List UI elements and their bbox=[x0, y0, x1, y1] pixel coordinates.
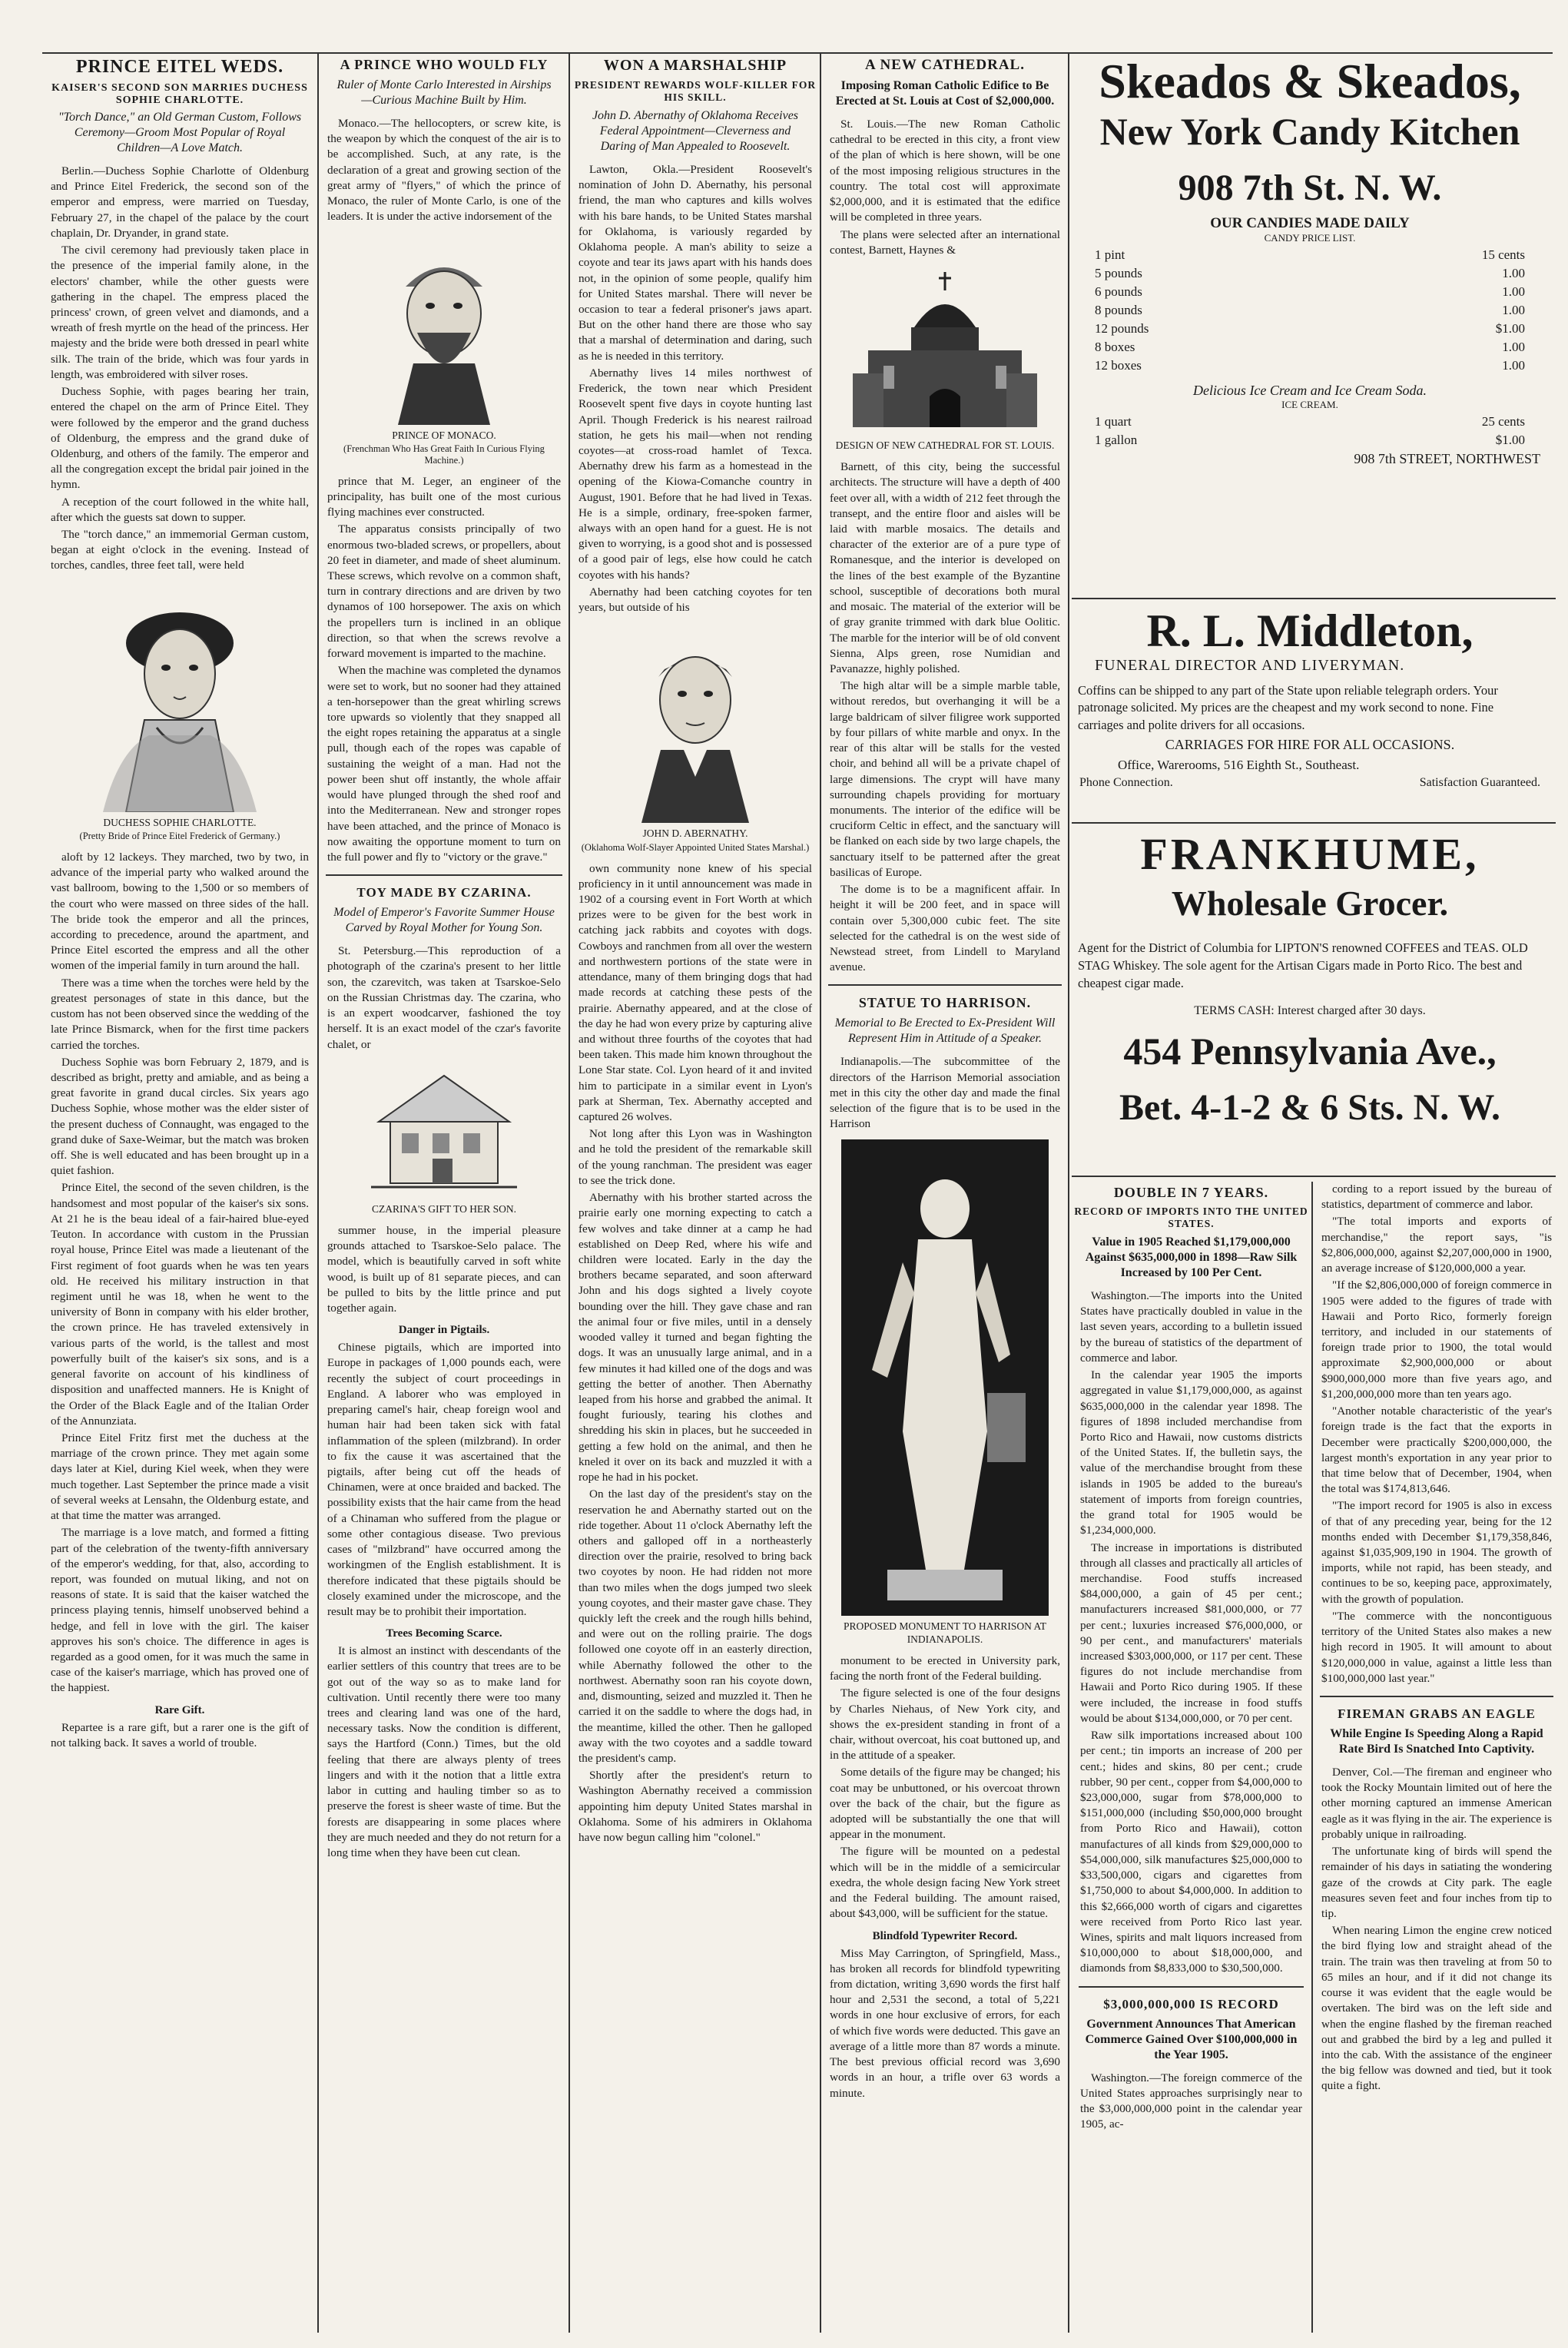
article-body bbox=[327, 944, 561, 1053]
paragraph: Lawton, Okla.—President Roosevelt's nomination of John D. Abernathy, his personal friend, the man who captures and kills wolves with his bare hands, to be United States marshal for Oklahoma, is variously regarded by Oklahoma people. A man's ability to seize a coyote and tear its jaws apart with his hands does not, in the opinion of some people, qualify him for United States marshal. There will never be occasion to tear a federal prisoner's jaws apart. But on the other hand there are those who say that a marshal of determination and daring, such as he is needed in this territory. bbox=[578, 163, 812, 363]
paragraph: Berlin.—Duchess Sophie Charlotte of Oldenburg and Prince Eitel Frederick, the second son of the emperor and empress, were married on Tuesday, February 27, in the chapel of the palace by the court chaplain, Dr. Dryander, in grand state. bbox=[51, 164, 309, 240]
article-body bbox=[830, 1054, 1060, 1132]
paragraph: The dome is to be a magnificent affair. In height it will be 200 feet, and in space will contain over 5,300,000 cubic feet. The site selected for the cathedral is on the west side of Newstead street, from Lindell to Maryland avenue. bbox=[830, 883, 1060, 974]
ad-ice-cream: Delicious Ice Cream and Ice Cream Soda. bbox=[1192, 383, 1427, 398]
article-body bbox=[1080, 2071, 1302, 2133]
price-row bbox=[1095, 340, 1525, 355]
paragraph: The unfortunate king of birds will spend the remainder of his days in satiating the wondering gaze of the crowds at City park. The eagle measures seven feet and four inches from tip to tip. bbox=[1321, 1845, 1552, 1920]
paragraph: own community none knew of his special proficiency in it until announcement was made in 1902 of a coursing event in Fort Worth at which prizes were to be given for the best work in catching jack rabbits and coyotes with dogs. Cowboys and ranchmen from all over the western and northwestern portions of the state were in attendance, many of them bringing dogs that had made records at catching these pests of the prairie. Abernathy appeared, and at the close of the day he had won every prize by capturing alive and without three fourths of the coyotes that had been taken. This made him known throughout the Lone Star state. Col. Lyon heard of it and invited him to participate in a similar event in Lyon's park at Sherman, Tex. Abernathy accepted and captured 26 wolves. bbox=[578, 861, 812, 1124]
paragraph: The increase in importations is distributed through all classes and practically all articles of merchandise. Food stuffs increased $84,000,000, a gain of 45 per cent.; manufacturers increased $81,000,000, or 77 per cent.; luxuries increased $76,000,000, or 90 per cent., and manufacturers' materials increased $303,000,000, or 117 per cent. These figures do not include merchandise from Hawaii and Porto Rico during 1905. If these were included, the increase in food stuffs would be about $134,000,000, or 70 per cent. bbox=[1080, 1540, 1302, 1725]
paragraph: Washington.—The imports into the United States have practically doubled in value in the last seven years, according to a bulletin issued by the bureau of statistics of the department of commerce and labor. bbox=[1080, 1289, 1302, 1365]
filler-body: Repartee is a rare gift, but a rarer one is the gift of not talking back. It saves a world of trouble. bbox=[51, 1720, 309, 1749]
ad-address: 454 Pennsylvania Ave., bbox=[1123, 1030, 1497, 1073]
paragraph: prince that M. Leger, an engineer of the principality, has built one of the most curious flying machines ever constructed. bbox=[327, 474, 561, 519]
filler-body: Chinese pigtails, which are imported into Europe in packages of 1,000 pounds each, were recently the subject of court proceedings in England. A laborer who was employed in preparing camel's hair, cheap foreign wool and human hair had been taken sick with fatal inflammation of the spleen (milzbrand). In order to fix the cause it was ascertained that the pigtails, after being cut off the heads of Chinamen, were at once braided and backed. The possibility exists that the hair came from the head of a Chinaman who suffered from the plague or some other contagious disease. Two previous cases of "milzbrand" have occurred among the workingmen of the English establishment. It is therefore indicated that these pigtails should be closely examined under the microscope, and the result may be to prohibit their importation. bbox=[327, 1341, 561, 1618]
cathedral-design-image bbox=[837, 266, 1053, 435]
paragraph: "The import record for 1905 is also in excess of that of any preceding year, being for the 12 months ended with December $1,179,358,846, against $1,035,909,190 in 1904. The growth of imports, while not rapid, has been steady, and continues to be so, keeping pace, approximately, with the growth of population. bbox=[1321, 1499, 1552, 1606]
article-body-continued bbox=[830, 1653, 1060, 1922]
price-item: 1 gallon bbox=[1095, 433, 1138, 447]
ad-subtitle: Wholesale Grocer. bbox=[1171, 883, 1449, 923]
ad-frankhume bbox=[1072, 831, 1548, 1129]
paragraph: "The total imports and exports of merchandise," the report says, "is $2,806,000,000, against $2,207,000,000 in 1900, an average increase of $120,000,000 a year. bbox=[1321, 1215, 1552, 1275]
divider bbox=[828, 984, 1062, 986]
duchess-portrait-image bbox=[72, 582, 287, 812]
figure-subcaption: (Oklahoma Wolf-Slayer Appointed United States Marshal.) bbox=[581, 841, 810, 853]
figure-caption: JOHN D. ABERNATHY. bbox=[642, 827, 748, 840]
divider bbox=[1320, 1696, 1553, 1697]
paragraph: The civil ceremony had previously taken place in the presence of the imperial family alone, in the electors' chamber, while the other guests were gathering in the chapel. The empress placed the princess' crown, of green velvet and diamonds, and a wreath of fresh myrtle on the head of the princess. Her majesty and the bride were both dressed in pearl white silk. The train of the bride, which was four yards in length, was embroidered with silver roses. bbox=[51, 244, 309, 381]
paragraph: On the last day of the president's stay on the reservation he and Abernathy started out on the ride together. About 11 o'clock Abernathy left the others and galloped off in a northeasterly direction over the prairie, resolved to bring back two coyotes by noon. He had ridden not more than two miles when the dogs jumped two sleek young coyotes, and their master gave chase. They quickly left the creek and the rough hills behind, and were out on the rolling prairie. The dogs followed one coyote off in an easterly direction, while Abernathy followed the other to the northwest. Abernathy soon ran his coyote down, and, dismounting, seized and muzzled it. Then he carried it on the saddle to where the dogs had, in the meantime, killed the other. Then he galloped away with the two coyotes and a saddle toward the president's camp. bbox=[578, 1487, 812, 1765]
article-deck: Model of Emperor's Favorite Summer House Carved by Royal Mother for Young Son. bbox=[333, 906, 555, 935]
article-body-continued bbox=[1321, 1182, 1552, 1686]
paragraph: Some details of the figure may be changed; his coat may be unbuttoned, or his overcoat thrown over the back of the chair, but the figure as adopted will be substantially the one that will appear in the monument. bbox=[830, 1766, 1060, 1842]
ad-carriages: CARRIAGES FOR HIRE FOR ALL OCCASIONS. bbox=[1165, 736, 1455, 752]
article-title: PRINCE EITEL WEDS. bbox=[75, 57, 284, 77]
ad-terms: TERMS CASH: Interest charged after 30 days. bbox=[1194, 1004, 1426, 1018]
ad-ice-heading: ICE CREAM. bbox=[1281, 399, 1338, 410]
paragraph: A reception of the court followed in the white hall, after which the guests sat down to supper. bbox=[51, 495, 309, 524]
column-rule bbox=[569, 54, 570, 2333]
article-body-continued bbox=[51, 850, 309, 1696]
article-body bbox=[1321, 1765, 1552, 2094]
article-subtitle: RECORD OF IMPORTS INTO THE UNITED STATES. bbox=[1074, 1206, 1308, 1229]
price-row bbox=[1095, 433, 1525, 448]
column-new-cathedral bbox=[824, 54, 1066, 2333]
article-subtitle: KAISER'S SECOND SON MARRIES DUCHESS SOPHIE CHARLOTTE. bbox=[51, 82, 308, 106]
paragraph: "Another notable characteristic of the year's foreign trade is the fact that the exports in December were practically $200,000,000, the largest month's exportation in any year prior to that time below that of December, 1904, when the total was $174,813,646. bbox=[1321, 1404, 1552, 1496]
ad-subtitle: FUNERAL DIRECTOR AND LIVERYMAN. bbox=[1095, 657, 1405, 674]
article-deck: Imposing Roman Catholic Edifice to Be Erected at St. Louis at Cost of $2,000,000. bbox=[835, 79, 1055, 108]
paragraph: The apparatus consists principally of two enormous two-bladed screws, or propellers, about 20 feet in diameter, and made of sheet aluminum. These screws, which revolve on a common shaft, turn in contrary directions and are driven by two dynamos of 100 horsepower. The axis on which the propellers turn is inclined in an oblique direction, so that when the screws revolve a forward movement is imparted to the machine. bbox=[327, 522, 561, 661]
price-row bbox=[1095, 266, 1525, 281]
ad-address: 908 7th St. N. W. bbox=[1178, 167, 1442, 208]
article-deck: While Engine Is Speeding Along a Rapid Rate Bird Is Snatched Into Captivity. bbox=[1330, 1727, 1543, 1756]
paragraph: Monaco.—The hellocopters, or screw kite, is the weapon by which the conquest of the air is to be accomplished. Such, at any rate, is the declaration of a great and growing section of the great army of "flyers," of which the prince of Monaco, the ruler of Monte Carlo, is one of the leaders. It is under the active indorsement of the bbox=[327, 117, 561, 224]
ad-phone: Phone Connection. bbox=[1079, 775, 1173, 789]
price-list bbox=[1072, 247, 1548, 373]
ad-price-list-title: CANDY PRICE LIST. bbox=[1264, 232, 1356, 244]
price-item: 5 pounds bbox=[1095, 266, 1142, 280]
article-title: FIREMAN GRABS AN EAGLE bbox=[1338, 1706, 1536, 1721]
price-item: 6 pounds bbox=[1095, 284, 1142, 299]
filler-heading: Blindfold Typewriter Record. bbox=[872, 1929, 1018, 1942]
article-deck: Value in 1905 Reached $1,179,000,000 Against $635,000,000 in 1898—Raw Silk Increased by 100 Per Cent. bbox=[1085, 1235, 1298, 1279]
figure-caption: PROPOSED MONUMENT TO HARRISON AT INDIANAPOLIS. bbox=[843, 1620, 1047, 1645]
article-title: STATUE TO HARRISON. bbox=[858, 995, 1032, 1011]
figure-subcaption: (Pretty Bride of Prince Eitel Frederick of Germany.) bbox=[79, 830, 280, 841]
ad-text: Coffins can be shipped to any part of the State upon reliable telegraph orders. Your patronage solicited. My prices are the cheapest and my work second to none. Fine carriages and polite drivers for all occasions. bbox=[1078, 683, 1498, 732]
paragraph: St. Louis.—The new Roman Catholic cathedral to be erected in this city, a front view of the plan of which is here shown, will be one of the most imposing religious structures in the country. The total cost will approximate $2,000,000, and it is estimated that the edifice will be completed in three years. bbox=[830, 118, 1060, 224]
paragraph: Raw silk importations increased about 100 per cent.; tin imports an increase of 200 per cent.; hides and skins, 80 per cent.; crude rubber, 90 per cent., copper from $4,000,000 to $23,000,000, sugar from $78,000,000 to $151,000,000 (including $50,000,000 brought from Porto Rico and Hawaii), cotton manufactures of all kinds from $29,000,000 to $54,000,000, silk manufactures $25,000,000 to $33,500,000, cigars and cigarettes from $1,750,000 to about $4,000,000. In addition to this $2,666,000 worth of cigars and cigarettes were received from Porto Rico last year. Wines, spirits and malt liquors increased from $10,000,000 to about $18,000,000, and diamonds from $8,833,000 to $30,500,000. bbox=[1080, 1729, 1302, 1975]
article-title: TOY MADE BY CZARINA. bbox=[356, 885, 532, 900]
ad-subtitle: OUR CANDIES MADE DAILY bbox=[1210, 215, 1410, 231]
paragraph: There was a time when the torches were held by the greatest personages of state in this dance, but the custom has not been observed since the wedding of the late Prince Bismarck, when for the first time packers carried the torches. bbox=[51, 976, 309, 1052]
paragraph: cording to a report issued by the bureau of statistics, department of commerce and labor. bbox=[1321, 1182, 1552, 1212]
column-rule bbox=[1311, 1182, 1313, 2333]
paragraph: Prince Eitel Fritz first met the duchess at the marriage of the crown prince. They met again some days later at Kiel, during Kiel week, when they were much together. Last September the prince made a visit of several weeks at Lensahn, the Oldenburg estate, and at that time the matter was arranged. bbox=[51, 1431, 309, 1523]
article-title: $3,000,000,000 IS RECORD bbox=[1103, 1996, 1279, 2011]
paragraph: Duchess Sophie was born February 2, 1879, and is described as bright, pretty and amiable, and as being a great favorite in grand ducal circles. Six years ago Duchess Sophie, whose mother was the elder sister of the present duchess of Connaught, was engaged to the grand duke of Saxe-Weimar, but the match was broken off. She is well educated and has been brought up in a quiet fashion. bbox=[51, 1055, 309, 1178]
figure-caption: CZARINA'S GIFT TO HER SON. bbox=[371, 1202, 517, 1215]
filler-body: Miss May Carrington, of Springfield, Mass., has broken all records for blindfold typewriting from dictation, writing 3,690 words the first half hour and 2,531 the second, a total of 5,221 words in one hour exclusive of errors, for each of which five words were deducted. This gave an average of a little more than 87 words a minute. The best previous official record was 3,690 words in an hour, a trifle over 63 words a minute. bbox=[830, 1946, 1060, 2100]
ad-name: FRANKHUME, bbox=[1140, 829, 1480, 879]
paragraph: Washington.—The foreign commerce of the United States approaches surprisingly near to the $3,000,000,000 point in the calendar year 1905, ac- bbox=[1080, 2071, 1302, 2131]
price-row bbox=[1095, 303, 1525, 318]
paragraph: Denver, Col.—The fireman and engineer who took the Rocky Mountain limited out of here the other morning captured an immense American eagle as it was flying in the air. The experience is probably unique in railroading. bbox=[1321, 1766, 1552, 1841]
divider bbox=[1072, 1176, 1556, 1177]
paragraph: Abernathy lives 14 miles northwest of Frederick, the town near which President Roosevelt spent five days in coyote hunting last April. Though Frederick is his nearest railroad station, he gets his mail—when not rending coyotes—at cross-road hamlet of Texca. Abernathy drew his farm as a homestead in the opening of the Kiowa-Comanche country in August, 1901. Before that he had lived in Texas. He is a simple, ordinary, free-spoken farmer, always with an open hand for a guest. He is not given to worrying, is a good shot and is possessed of a good pair of legs, else how could he catch coyotes with his hands? bbox=[578, 366, 812, 582]
article-title: DOUBLE IN 7 YEARS. bbox=[1113, 1185, 1269, 1200]
column-prince-who-would-fly bbox=[321, 54, 567, 2333]
article-deck: Ruler of Monte Carlo Interested in Airships—Curious Machine Built by Him. bbox=[336, 78, 552, 107]
filler-heading: Danger in Pigtails. bbox=[398, 1324, 490, 1337]
article-body bbox=[830, 117, 1060, 258]
article-deck: "Torch Dance," an Old German Custom, Follows Ceremony—Groom Most Popular of Royal Children—A Love Match. bbox=[58, 111, 302, 154]
paragraph: Abernathy with his brother started across the prairie early one morning expecting to catch a few wolves and take dinner at a camp he had established on Deep Red, where his wife and children were located. Early in the day the brothers became separated, and soon afterward John and his dogs sighted a lively coyote bounding over the hill. They gave chase and ran the animal four or five miles, until in a densely wooded valley it turned and began fighting the dogs. It was an unusually large animal, and in a few minutes it had killed one of the dogs and was getting the better of another. Then Abernathy leaped from his horse and grabbed the animal. It fought furiously, tearing his clothes and shredding his skin in places, but he succeeded in getting a few hold on the animal, and then he kneled it over on its back and muzzled it with a rope he had in his pocket. bbox=[578, 1191, 812, 1484]
article-body bbox=[327, 116, 561, 225]
price-value: 1.00 bbox=[1502, 358, 1525, 373]
article-body bbox=[1080, 1288, 1302, 1977]
paragraph: The marriage is a love match, and formed a fitting part of the celebration of the twenty-fifth anniversary of the emperor's wedding, for that, also, according to report, was founded on mutual liking, and not on reasons of state. It is said that the kaiser watched the princess playing tennis, himself unobserved behind a hedge, and fell in love with the girl. The kaiser approves his son's choice. The difference in ages is regarded as a good omen, for it was much the same in case of the kaiser's marriage, which has proved one of the happiest. bbox=[51, 1526, 309, 1695]
article-title: A PRINCE WHO WOULD FLY bbox=[340, 57, 549, 72]
paragraph: The figure will be mounted on a pedestal which will be in the middle of a semicircular exedra, the whole design facing New York street and the Federal building. The amount raised, about $43,000, will be sufficient for the statue. bbox=[830, 1845, 1060, 1921]
figure-subcaption: (Frenchman Who Has Great Faith In Curious Flying Machine.) bbox=[343, 443, 545, 466]
paragraph: The plans were selected after an international contest, Barnett, Haynes & bbox=[830, 227, 1060, 257]
paragraph: Indianapolis.—The subcommittee of the directors of the Harrison Memorial association met in this city the other day and made the final selection of the figure that is to be used in the Harrison bbox=[830, 1055, 1060, 1131]
paragraph: When the machine was completed the dynamos were set to work, but no sooner had they attained a ten-horsepower than the great whirling screws tore upwards so violently that they snapped all the eight ropes retaining the apparatus at a single pull, though each of the ropes was capable of sustaining the weight of a man. Had not the power been shut off instantly, the whole affair would have plunged through the shed roof and into the Mediterranean. New and stronger ropes have been attached, and the prince of Monaco is now awaiting the opportune moment to turn on the full power and fly to "victory or the grave." bbox=[327, 664, 561, 864]
article-title: WON A MARSHALSHIP bbox=[603, 57, 787, 74]
filler-body: It is almost an instinct with descendants of the earlier settlers of this country that trees are to be got out of the way so as to make land for cultivation. Until recently there were too many trees and clearing land was one of the hard, necessary tasks. Now the condition is different, says the Hartford (Conn.) Times, but the old feeling that there are always plenty of trees lingers and with it the notion that a little extra labor in cutting and hauling timber so as to preserve the forest is sheer waste of time. But the forests are disappearing in some places where they are much needed and they do not return for a long time when they have been cut clean. bbox=[327, 1644, 561, 1859]
figure-caption: DESIGN OF NEW CATHEDRAL FOR ST. LOUIS. bbox=[835, 439, 1055, 451]
ad-name: R. L. Middleton, bbox=[1146, 605, 1474, 656]
paragraph: monument to be erected in University park, facing the north front of the Federal building. bbox=[830, 1653, 1060, 1683]
czarina-chalet-model-image bbox=[356, 1060, 532, 1199]
ad-text: Agent for the District of Columbia for LIPTON'S renowned COFFEES and TEAS. OLD STAG Whiskey. The sole agent for the Artisan Cigars made in Porto Rico. The best and cheapest cigar made. bbox=[1078, 940, 1528, 991]
price-item: 1 quart bbox=[1095, 414, 1132, 429]
column-continued bbox=[1315, 1182, 1558, 2333]
article-body-continued bbox=[578, 861, 812, 1846]
paragraph: In the calendar year 1905 the imports aggregated in value $1,179,000,000, as against $635,000,000 in the calendar year 1898. The figures of 1898 included merchandise from Porto Rico and Hawaii, now customs districts of the United States. If, the bulletin says, the value of the merchandise brought from these islands in 1905 be added to the bureau's statement of imports from foreign countries, the grand total for 1905 would be $1,234,000,000. bbox=[1080, 1368, 1302, 1537]
article-body bbox=[578, 162, 812, 615]
paragraph: Abernathy had been catching coyotes for ten years, but outside of his bbox=[578, 585, 812, 615]
column-double-in-7-years bbox=[1074, 1182, 1308, 2333]
price-value: 1.00 bbox=[1502, 340, 1525, 354]
ad-kitchen: New York Candy Kitchen bbox=[1099, 110, 1520, 153]
ad-between: Bet. 4-1-2 & 6 Sts. N. W. bbox=[1119, 1087, 1500, 1129]
price-value: $1.00 bbox=[1495, 321, 1525, 336]
paragraph: The high altar will be a simple marble table, without reredos, but overhanging it will be a large baldricam of silver filigree work supported by four pillars of white marble and onyx. In the rear of this altar will be stalls for the vested choir, and behind all will be a private chapel of large dimensions. The crypt will have many surrounding chapels providing for mortuary monuments. The interior of the edifice will be cruciform Celtic in effect, and the sanctuary will be flanked on each side by two large chapels, the sanctuary itself to be patterned after the great basilicas of Europe. bbox=[830, 679, 1060, 879]
price-item: 1 pint bbox=[1095, 247, 1125, 262]
price-item: 8 boxes bbox=[1095, 340, 1135, 354]
article-body-continued bbox=[830, 459, 1060, 975]
ad-guarantee: Satisfaction Guaranteed. bbox=[1419, 775, 1540, 789]
paragraph: "The commerce with the noncontiguous territory of the United States also makes a new high record in 1905. It will amount to about $120,000,000 in value, against a little less than $100,000,000 last year." bbox=[1321, 1609, 1552, 1685]
price-value: 15 cents bbox=[1481, 247, 1525, 262]
ad-skeados-candy bbox=[1072, 54, 1548, 467]
ad-name: Skeados & Skeados, bbox=[1099, 54, 1521, 108]
price-item: 12 boxes bbox=[1095, 358, 1142, 373]
price-row bbox=[1095, 247, 1525, 263]
price-value: 1.00 bbox=[1502, 303, 1525, 317]
paragraph: Barnett, of this city, being the successful architects. The structure will have a depth of 400 feet over all, with a width of 212 feet through the transept, and the entire floor and aisles will be laid with marble mosaics. The details and character of the exterior are of a pure type of Romanesque, and the interior is developed on the lines of the best example of the Byzantine school, susceptible of decorations both mural and mosaic. The material of the exterior will be of gray granite trimmed with dark blue Oolitic. The marble for the interior will be of old convent Sienna, Alps green, rose Numidian and Pavanazze, highly polished. bbox=[830, 460, 1060, 675]
column-prince-eitel bbox=[45, 54, 315, 2333]
article-deck: John D. Abernathy of Oklahoma Receives Federal Appointment—Cleverness and Daring of Man Appealed to Roosevelt. bbox=[592, 109, 799, 153]
harrison-statue-image bbox=[841, 1139, 1049, 1616]
ad-footer: 908 7th STREET, NORTHWEST bbox=[1354, 451, 1540, 466]
divider bbox=[326, 874, 562, 876]
price-row bbox=[1095, 284, 1525, 300]
price-value: 1.00 bbox=[1502, 284, 1525, 299]
article-deck: Memorial to Be Erected to Ex-President Will Represent Him in Attitude of a Speaker. bbox=[834, 1016, 1056, 1046]
paragraph: summer house, in the imperial pleasure grounds attached to Tsarskoe-Selo palace. The model, which is beautifully carved in soft white wood, is built up of 81 separate pieces, and can be pulled to bits by the little prince and put together again. bbox=[327, 1223, 561, 1315]
ad-footer-row bbox=[1079, 776, 1540, 790]
filler-heading: Rare Gift. bbox=[154, 1703, 205, 1716]
paragraph: When nearing Limon the engine crew noticed the bird flying low and straight ahead of the train. The train was then traveling at from 50 to 65 miles an hour, and if it did not change its course it was evident that the eagle would be overtaken. The bird was on the left side and when the engine flashed by the fireman reached out and grabbed the bird by a leg and pulled it into the cab. With the assistance of the engineer the big fellow was downed and tied, but it took quite a fight. bbox=[1321, 1924, 1552, 2093]
paragraph: The "torch dance," an immemorial German custom, began at eight o'clock in the evening. Instead of torches, candles, three feet tall, were held bbox=[51, 528, 309, 572]
column-rule bbox=[317, 54, 319, 2333]
column-rule bbox=[1068, 54, 1069, 2333]
divider bbox=[1079, 1986, 1304, 1988]
article-body-continued bbox=[327, 474, 561, 865]
divider bbox=[1072, 598, 1556, 599]
price-value: 25 cents bbox=[1481, 414, 1525, 429]
price-row bbox=[1095, 414, 1525, 429]
divider bbox=[1072, 822, 1556, 824]
prince-of-monaco-portrait-image bbox=[352, 233, 536, 425]
article-body bbox=[51, 164, 309, 574]
article-subtitle: PRESIDENT REWARDS WOLF-KILLER FOR HIS SKILL. bbox=[574, 79, 817, 103]
paragraph: Duchess Sophie, with pages bearing her train, entered the chapel on the arm of Prince Eitel. They were followed by the emperor and the grand duchess of Oldenburg, the empress and the grand duke of Oldenburg, and others of the family. The emperor and all the congregation except the bridal pair joined in the hymn. bbox=[51, 385, 309, 492]
price-item: 12 pounds bbox=[1095, 321, 1149, 336]
paragraph: The figure selected is one of the four designs by Charles Niehaus, of New York city, and shows the ex-president standing in front of a chair, without overcoat, his coat buttoned up, and in the attitude of a speaker. bbox=[830, 1686, 1060, 1763]
paragraph: "If the $2,806,000,000 of foreign commerce in 1905 were added to the figures of trade with Hawaii and Porto Rico, formerly foreign territory, and included in our statements of foreign trade prior to 1900, the total would approximate $2,900,000,000 or about $900,000,000 more than five years ago, and $1,200,000,000 more than ten years ago. bbox=[1321, 1278, 1552, 1401]
paragraph: Shortly after the president's return to Washington Abernathy received a commission appointing him deputy United States marshal in Oklahoma. Some of his admirers in Oklahoma have now begun calling him "colonel." bbox=[578, 1769, 812, 1845]
paragraph: Not long after this Lyon was in Washington and he told the president of the remarkable skill of the young ranchman. The president was eager to see the trick done. bbox=[578, 1127, 812, 1187]
price-item: 8 pounds bbox=[1095, 303, 1142, 317]
article-deck: Government Announces That American Commerce Gained Over $100,000,000 in the Year 1905. bbox=[1085, 2017, 1298, 2061]
article-title: A NEW CATHEDRAL. bbox=[865, 57, 1025, 73]
filler-heading: Trees Becoming Scarce. bbox=[386, 1627, 502, 1640]
column-won-a-marshalship bbox=[572, 54, 818, 2333]
price-value: $1.00 bbox=[1495, 433, 1525, 447]
ad-office: Office, Warerooms, 516 Eighth St., Southeast. bbox=[1118, 757, 1360, 772]
figure-caption: PRINCE OF MONACO. bbox=[392, 429, 496, 441]
price-row bbox=[1095, 358, 1525, 373]
price-row bbox=[1095, 321, 1525, 337]
price-value: 1.00 bbox=[1502, 266, 1525, 280]
paragraph: St. Petersburg.—This reproduction of a photograph of the czarina's present to her little son, the czarevitch, was taken at Tsarskoe-Selo on the Russian Christmas day. The czarina, who is an expert woodcarver, fashioned the toy herself. It is an exact model of the czar's favorite chalet, or bbox=[327, 944, 561, 1051]
paragraph: aloft by 12 lackeys. They marched, two by two, in advance of the imperial party who walked around the vast ballroom, bowing to the 1,500 or so members of the court who were massed on three sides of the hall. The bride took the emperor and all the princes, according to precedence, around the apartment, and Prince Eitel escorted the empress and all the other women of the imperial family in turn around the hall. bbox=[51, 850, 309, 973]
column-rule bbox=[820, 54, 821, 2333]
paragraph: Prince Eitel, the second of the seven children, is the handsomest and most popular of the kaiser's six sons. At 21 he is the beau ideal of a fair-haired blue-eyed Teuton. In accordance with custom in the Prussian royal house, Prince Eitel was made a lieutenant of the First regiment of foot guards when he was ten years old. He received his military instruction in that regiment until he was 18, when he went to the university of Bonn in company with his elder brother, the crown prince. He has traveled extensively in various parts of the world, is the tallest and most powerfully built of the kaiser's six sons, and is a general favorite on account of his kindliness of disposition and unaffected manners. He is Knight of the Order of the Black Eagle and of the Italian Order of the Annunziata. bbox=[51, 1181, 309, 1428]
ad-middleton bbox=[1072, 607, 1548, 793]
price-list bbox=[1072, 414, 1548, 448]
abernathy-portrait-image bbox=[603, 623, 787, 823]
figure-caption: DUCHESS SOPHIE CHARLOTTE. bbox=[103, 816, 257, 828]
article-body-continued bbox=[327, 1223, 561, 1316]
